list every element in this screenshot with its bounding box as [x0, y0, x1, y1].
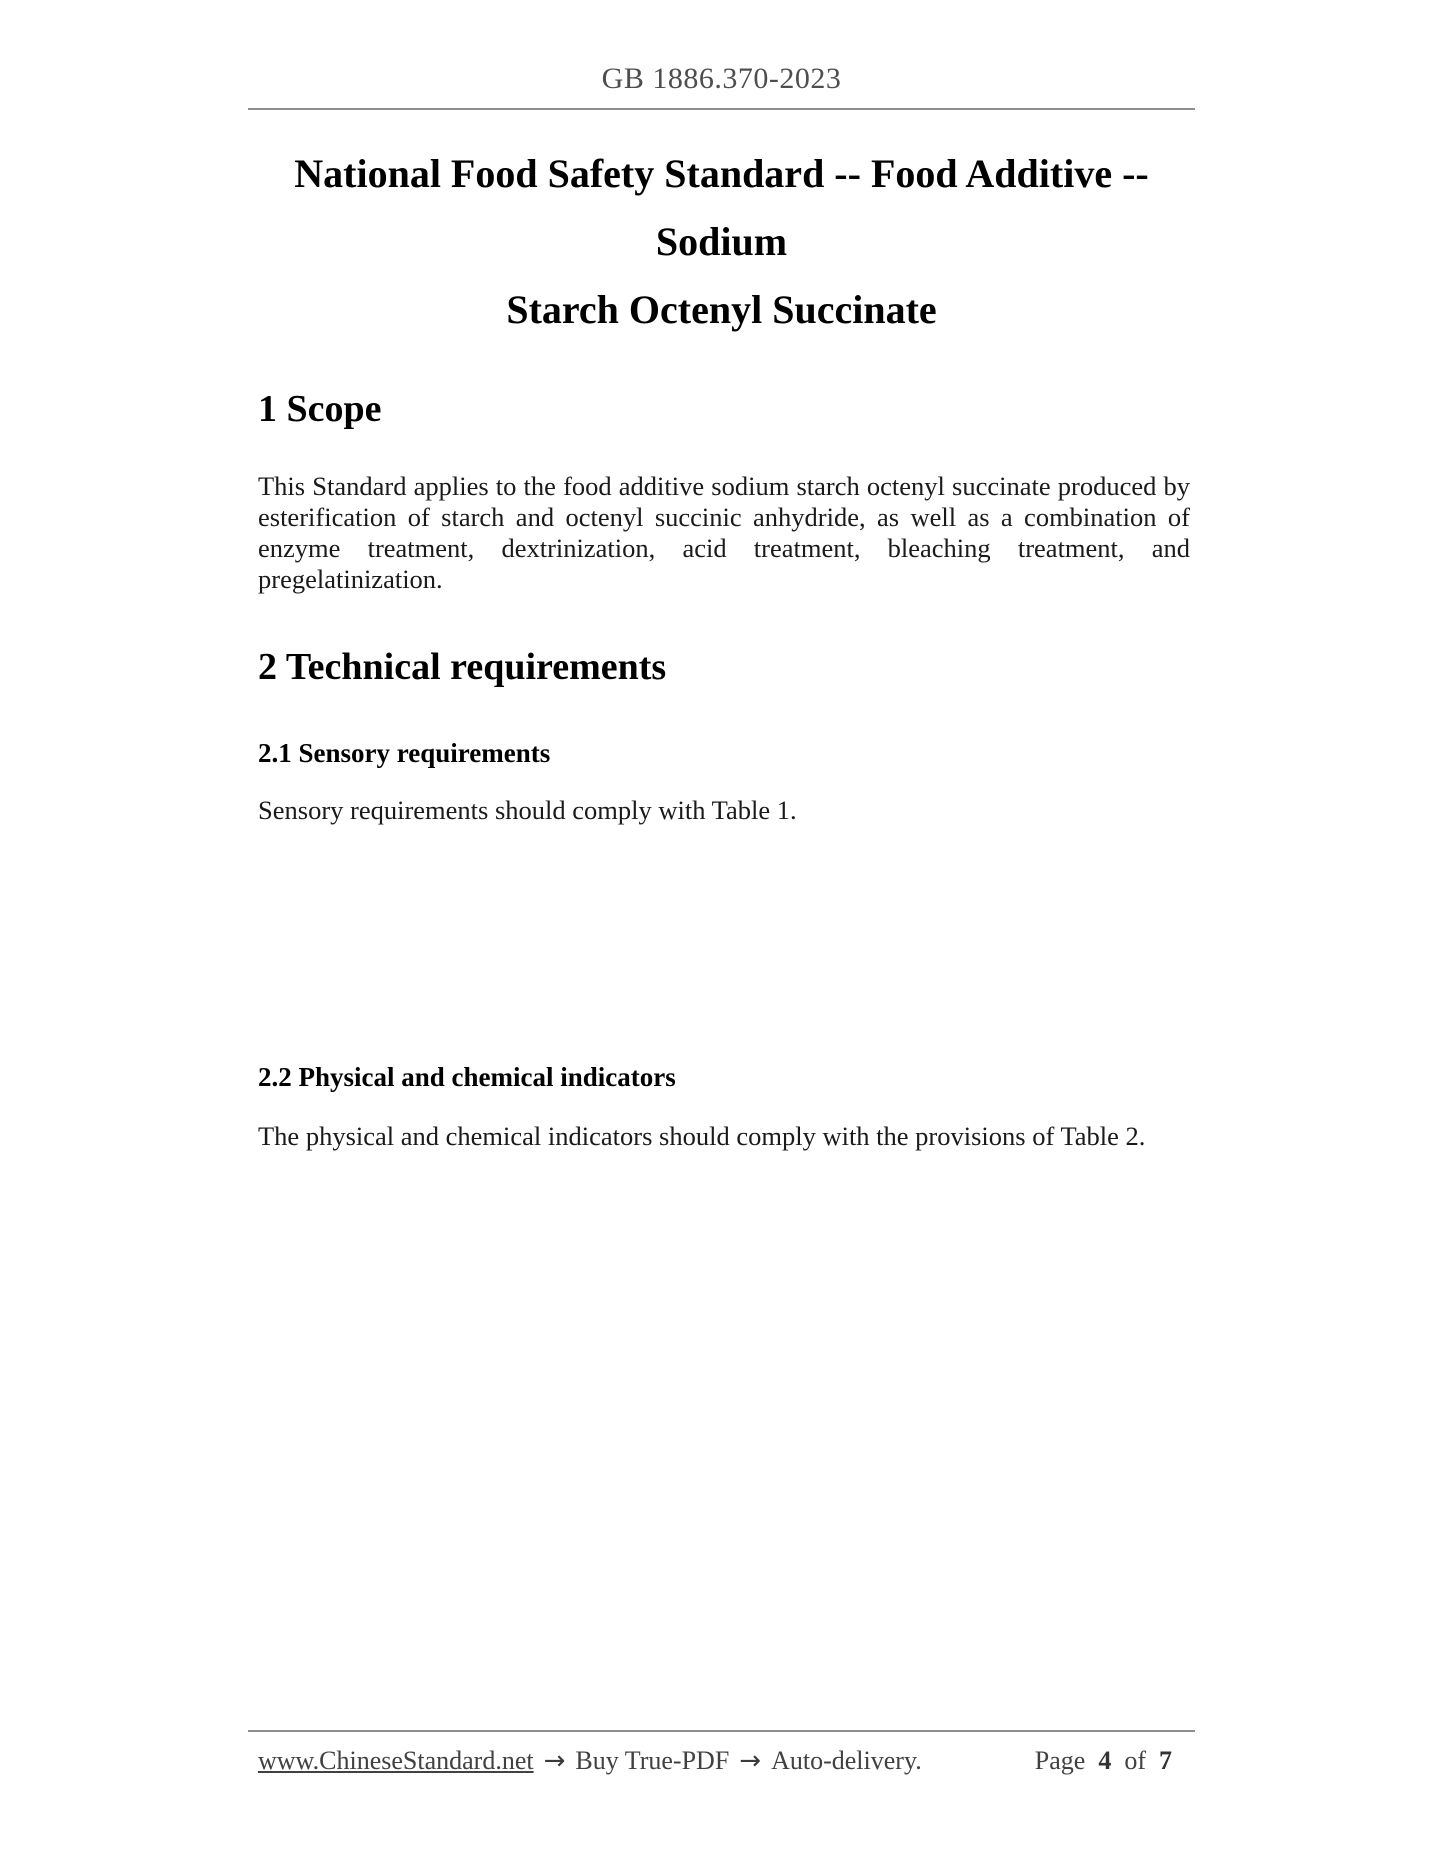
section-2-heading: 2 Technical requirements: [258, 646, 667, 688]
physical-paragraph: The physical and chemical indicators should comply with the provisions of Table 2.: [258, 1121, 1146, 1151]
document-title-line1: National Food Safety Standard -- Food Additive -- Sodium: [294, 151, 1149, 264]
right-arrow-icon: →: [739, 1746, 762, 1776]
of-label: of: [1124, 1746, 1146, 1775]
page-footer: [258, 1746, 1190, 1776]
footer-action-delivery: Auto-delivery.: [771, 1746, 922, 1775]
total-page-count: 7: [1159, 1746, 1172, 1775]
page-indicator: [1035, 1746, 1190, 1776]
standard-code: GB 1886.370-2023: [601, 62, 842, 95]
right-arrow-icon: →: [543, 1746, 566, 1776]
footer-action-buy: Buy True-PDF: [575, 1746, 730, 1775]
chinesestandard-link[interactable]: www.ChineseStandard.net: [258, 1746, 534, 1775]
sensory-paragraph: Sensory requirements should comply with Table 1.: [258, 795, 797, 825]
scope-paragraph: This Standard applies to the food additive sodium starch octenyl succinate produced by esterification of starch and octenyl succinic anhydride, as well as a combination of enzyme treatment, dextrinization, acid treatment, bleaching treatment, and pregelatinization.: [258, 471, 1190, 594]
section-2-1-heading: 2.1 Sensory requirements: [258, 738, 551, 768]
document-title: [248, 140, 1195, 344]
page-label: Page: [1034, 1746, 1086, 1775]
current-page-number: 4: [1098, 1746, 1112, 1775]
footer-divider: [248, 1730, 1195, 1732]
header-divider: [248, 108, 1195, 110]
footer-links: [258, 1746, 922, 1776]
section-1-heading: 1 Scope: [258, 388, 382, 430]
document-title-line2: Starch Octenyl Succinate: [506, 287, 937, 332]
section-2-2-heading: 2.2 Physical and chemical indicators: [258, 1062, 676, 1092]
